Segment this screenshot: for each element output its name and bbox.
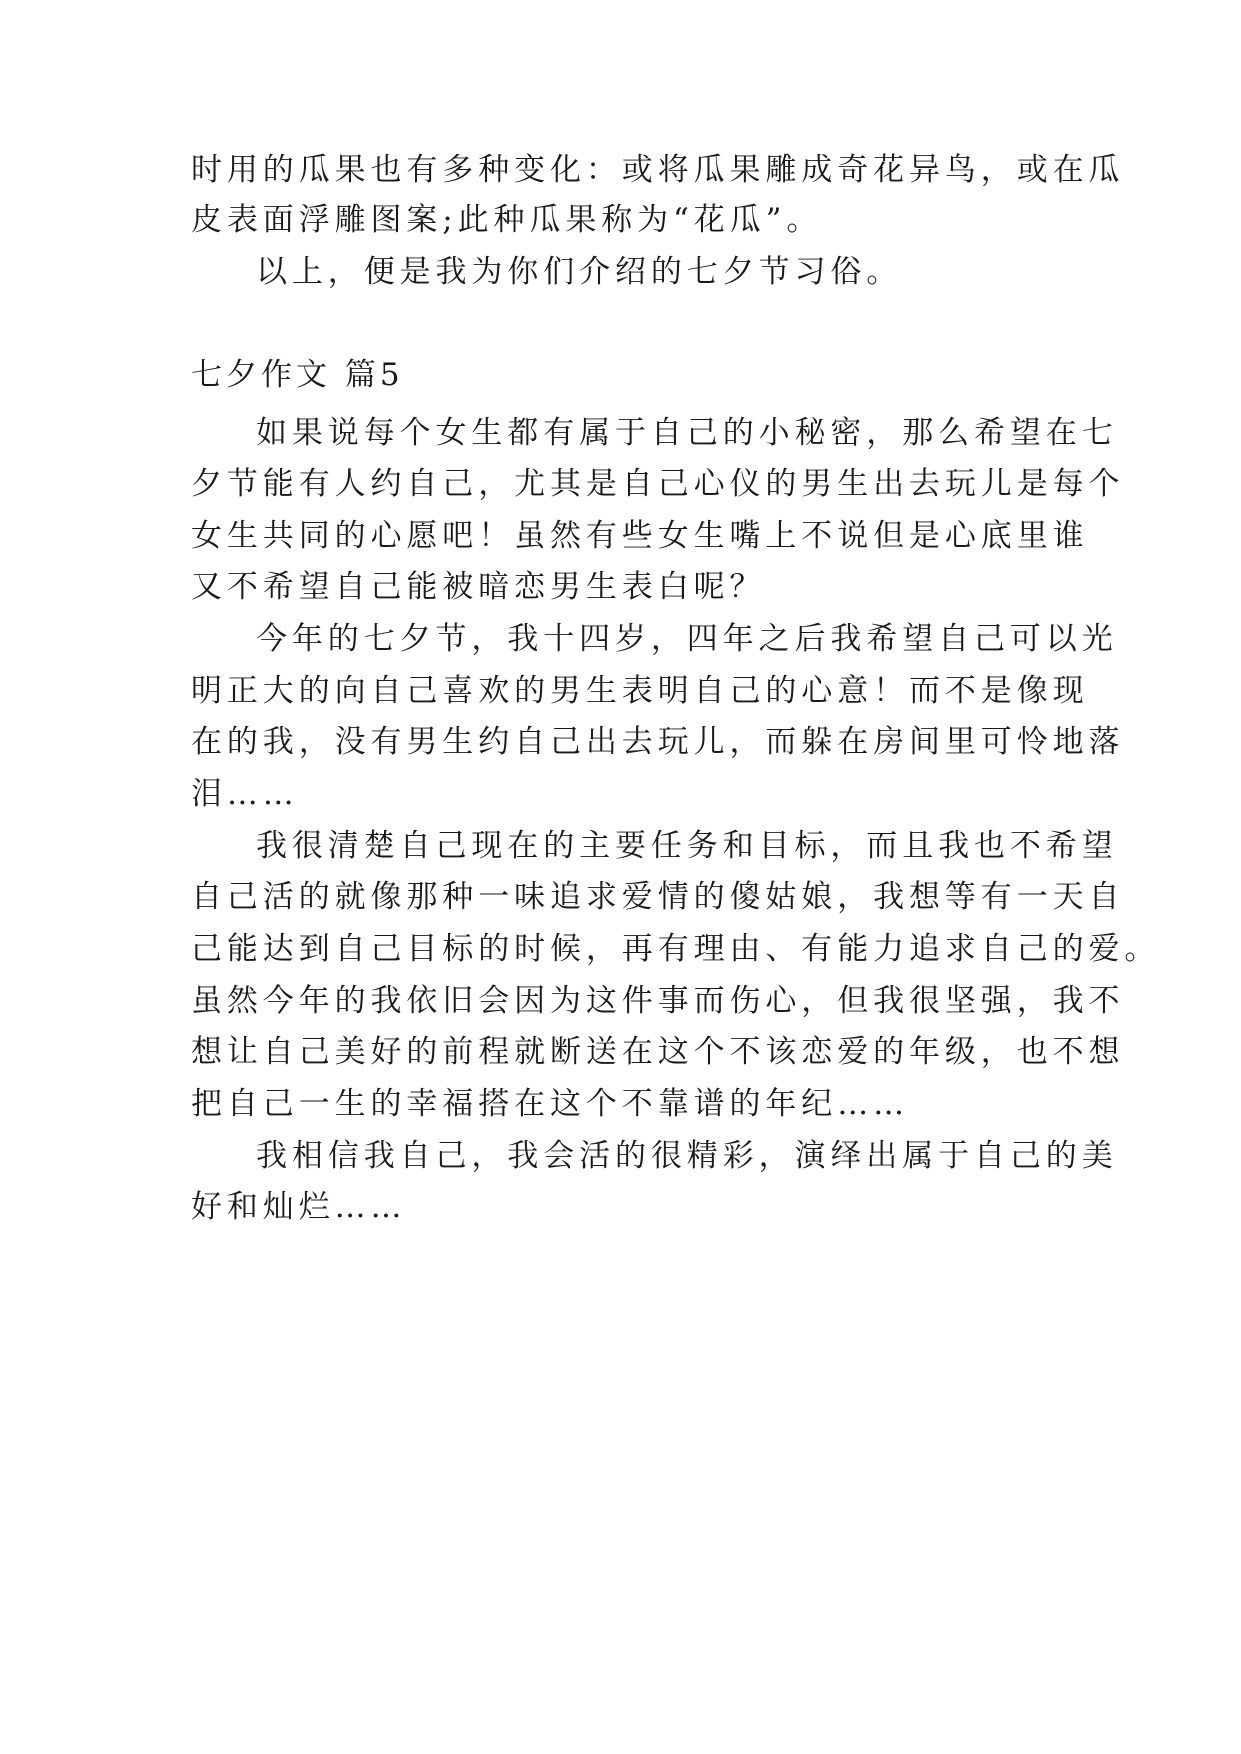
text-line: 好和灿烂…… xyxy=(191,1189,407,1225)
text-line: 女生共同的心愿吧！虽然有些女生嘴上不说但是心底里谁 xyxy=(191,518,1089,554)
text-line: 以上，便是我为你们介绍的七夕节习俗。 xyxy=(256,254,903,290)
text-line: 皮表面浮雕图案;此种瓜果称为“花瓜”。 xyxy=(191,202,823,238)
text-line: 我相信我自己，我会活的很精彩，演绎出属于自己的美 xyxy=(256,1138,1118,1174)
text-line: 自己活的就像那种一味追求爱情的傻姑娘，我想等有一天自 xyxy=(191,879,1125,915)
text-line: 在的我，没有男生约自己出去玩儿，而躲在房间里可怜地落 xyxy=(191,724,1125,760)
text-line: 如果说每个女生都有属于自己的小秘密，那么希望在七 xyxy=(256,415,1118,451)
text-line: 把自己一生的幸福搭在这个不靠谱的年纪…… xyxy=(191,1086,909,1122)
text-line: 己能达到自己目标的时候，再有理由、有能力追求自己的爱。 xyxy=(191,931,1161,967)
text-line: 我很清楚自己现在的主要任务和目标，而且我也不希望 xyxy=(256,828,1118,864)
text-line: 夕节能有人约自己，尤其是自己心仪的男生出去玩儿是每个 xyxy=(191,466,1125,502)
text-line: 泪…… xyxy=(191,776,299,812)
text-line: 虽然今年的我依旧会因为这件事而伤心，但我很坚强，我不 xyxy=(191,983,1125,1019)
text-line: 想让自己美好的前程就断送在这个不该恋爱的年级，也不想 xyxy=(191,1034,1125,1070)
text-line: 今年的七夕节，我十四岁，四年之后我希望自己可以光 xyxy=(256,621,1118,657)
text-line: 明正大的向自己喜欢的男生表明自己的心意！而不是像现 xyxy=(191,673,1089,709)
text-line: 时用的瓜果也有多种变化：或将瓜果雕成奇花异鸟，或在瓜 xyxy=(191,152,1125,188)
text-line: 又不希望自己能被暗恋男生表白呢？ xyxy=(191,569,766,605)
section-heading: 七夕作文 篇5 xyxy=(191,357,404,393)
